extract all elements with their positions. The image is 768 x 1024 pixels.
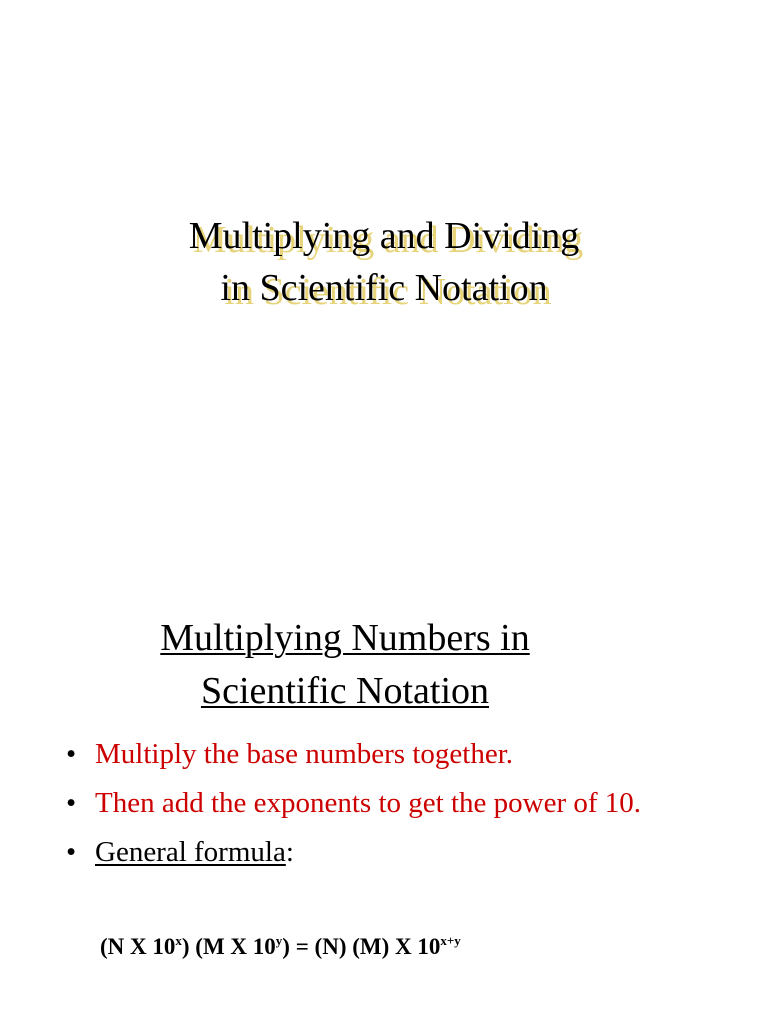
bullet-item	[66, 832, 746, 872]
bullet-item	[66, 734, 746, 774]
bullet-dot-icon: •	[66, 738, 77, 770]
formula-exponent-x: x	[175, 933, 182, 948]
general-formula-label: General formula	[95, 836, 286, 868]
section-title-line-2: Scientific Notation	[200, 670, 490, 712]
section-title	[60, 612, 630, 718]
formula-part-1: (N X 10	[100, 934, 176, 959]
formula-exponent-sum: x+y	[440, 933, 461, 948]
formula-part-3: ) = (N) (M) X 10	[282, 934, 441, 959]
content-slide	[0, 512, 768, 1024]
bullet-dot-icon: •	[66, 787, 77, 819]
general-formula	[100, 932, 461, 962]
bullet-text: Multiply the base numbers together.	[95, 738, 514, 770]
formula-exponent-y: y	[275, 933, 283, 948]
formula-part-2: ) (M X 10	[181, 934, 276, 959]
slide-title	[0, 210, 768, 314]
section-title-line-1: Multiplying Numbers in	[160, 617, 530, 659]
slide-title-line-2: in Scientific Notation	[220, 267, 548, 309]
bullet-dot-icon: •	[66, 836, 77, 868]
bullet-text: Then add the exponents to get the power of 10.	[95, 787, 642, 819]
slide-title-line-1: Multiplying and Dividing	[188, 215, 580, 257]
bullet-item	[66, 783, 746, 823]
bullet-list	[66, 734, 746, 881]
general-formula-colon: :	[285, 836, 294, 868]
